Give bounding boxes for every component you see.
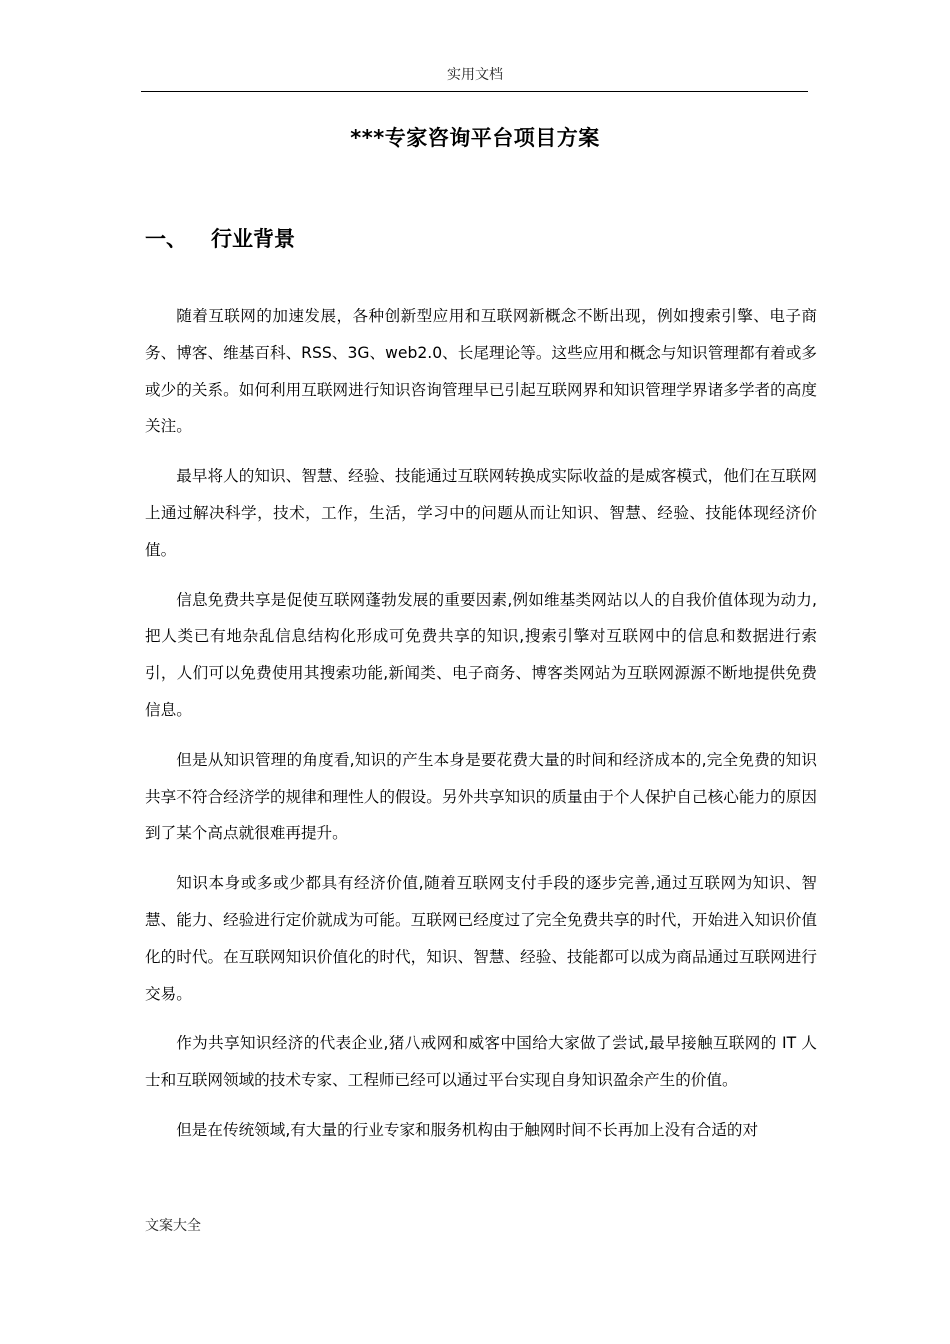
header-divider: [141, 91, 808, 92]
paragraph: 信息免费共享是促使互联网蓬勃发展的重要因素,例如维基类网站以人的自我价值体现为动力,把人类已有地杂乱信息结构化形成可免费共享的知识,搜索引擎对互联网中的信息和数据进行索引，人们可以免费使用其搜索功能,新闻类、电子商务、博客类网站为互联网源源不断地提供免费信息。: [145, 590, 817, 719]
body-text: [145, 298, 817, 1162]
paragraph: 但是从知识管理的角度看,知识的产生本身是要花费大量的时间和经济成本的,完全免费的知识共享不符合经济学的规律和理性人的假设。另外共享知识的质量由于个人保护自己核心能力的原因到了某个高点就很难再提升。: [145, 750, 817, 843]
paragraph: 最早将人的知识、智慧、经验、技能通过互联网转换成实际收益的是威客模式，他们在互联网上通过解决科学，技术，工作，生活，学习中的问题从而让知识、智慧、经验、技能体现经济价值。: [145, 467, 817, 559]
section-number: 一、: [145, 227, 187, 251]
document-title: ***专家咨询平台项目方案: [350, 126, 600, 150]
paragraph: 知识本身或多或少都具有经济价值,随着互联网支付手段的逐步完善,通过互联网为知识、智慧、能力、经验进行定价就成为可能。互联网已经度过了完全免费共享的时代，开始进入知识价值化的时代。在互联网知识价值化的时代，知识、智慧、经验、技能都可以成为商品通过互联网进行交易。: [145, 874, 817, 1003]
page-header: 实用文档: [447, 67, 503, 83]
page-footer: 文案大全: [145, 1218, 201, 1234]
paragraph: 作为共享知识经济的代表企业,猪八戒网和威客中国给大家做了尝试,最早接触互联网的 IT 人士和互联网领域的技术专家、工程师已经可以通过平台实现自身知识盈余产生的价值。: [145, 1034, 817, 1090]
paragraph: 但是在传统领域,有大量的行业专家和服务机构由于触网时间不长再加上没有合适的对: [176, 1120, 759, 1139]
section-title: 行业背景: [211, 227, 295, 251]
section-heading: [145, 223, 295, 253]
paragraph: 随着互联网的加速发展，各种创新型应用和互联网新概念不断出现，例如搜索引擎、电子商务、博客、维基百科、RSS、3G、web2.0、长尾理论等。这些应用和概念与知识管理都有着或多或少的关系。如何利用互联网进行知识咨询管理早已引起互联网界和知识管理学界诸多学者的高度关注。: [145, 307, 817, 436]
